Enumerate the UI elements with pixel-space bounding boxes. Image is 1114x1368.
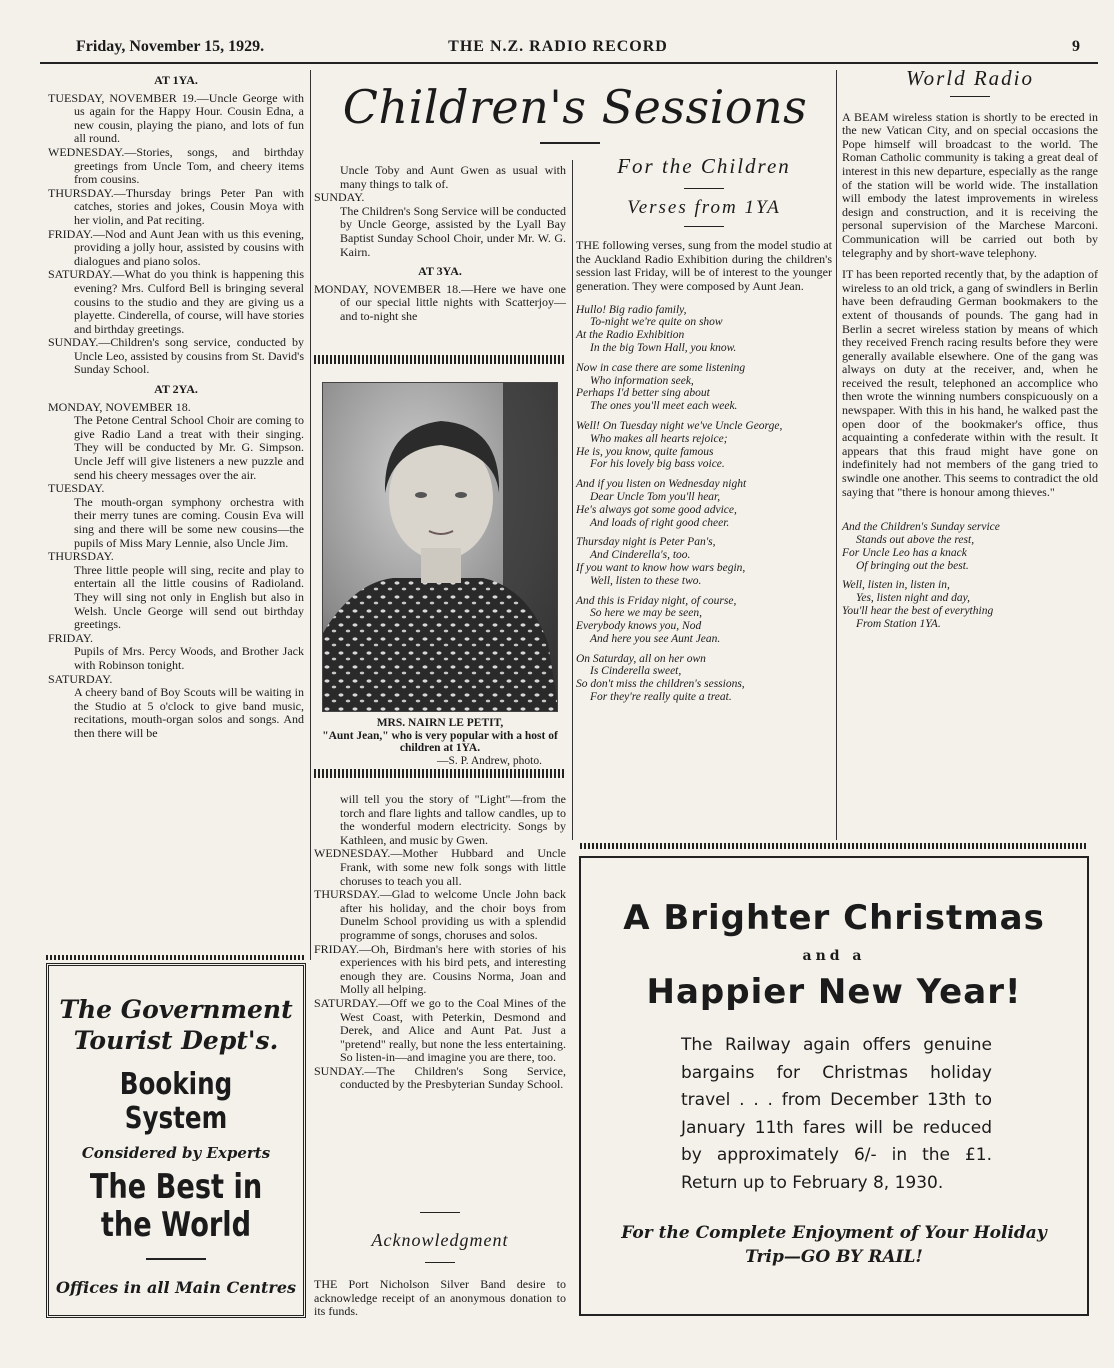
verse-line: For they're really quite a treat. <box>590 691 732 704</box>
masthead <box>36 38 1080 60</box>
verse-line: In the big Town Hall, you know. <box>590 341 737 354</box>
intro-paragraph: THE following verses, sung from the model studio at the Auckland Radio Exhibition during the children's session last Friday, will be of interest to the younger generation. They were composed by Aunt Jean. <box>576 238 832 293</box>
hatched-rule <box>46 955 306 960</box>
article-paragraph: SUNDAY.—The Children's Song Service, conducted by the Presbyterian Sunday School. <box>314 1063 566 1092</box>
verse-line: Stands out above the rest, <box>856 534 975 547</box>
acknowledgment-text: THE Port Nicholson Silver Band desire to acknowledge receipt of an anonymous donation to its funds. <box>314 1277 566 1319</box>
ad-rule <box>146 1258 206 1260</box>
article-paragraph: Uncle Toby and Aunt Gwen as usual with many things to talk of. <box>340 163 566 191</box>
verse-line: Hullo! Big radio family, <box>576 303 687 316</box>
hatched-rule <box>314 769 566 778</box>
article-paragraph: Three little people will sing, recite and play to entertain all the little cousins of Radioland. They will sing not only in English but also in Welsh. Uncle George will send out birthday greetings. <box>74 562 304 632</box>
article-paragraph: The Petone Central School Choir are coming to give Radio Land a treat with their singing. They will be conducted by Mr. G. Simpson. Uncle Jeff will give listeners a new puzzle and send his cheery messages over the air. <box>74 413 304 482</box>
verse-line: Perhaps I'd better sing about <box>576 387 710 400</box>
article-paragraph: WEDNESDAY.—Stories, songs, and birthday greetings from Uncle Tom, and cheery items from cousins. <box>48 144 304 187</box>
day-label: THURSDAY. <box>48 549 114 564</box>
article-paragraph: SATURDAY.—What do you think is happening this evening? Mrs. Culford Bell is bringing several cousins to the studio and they are giving us a playette. Cinderella, of course, will have stories and birthday greetings. <box>48 267 304 336</box>
verse-line: And if you listen on Wednesday night <box>576 478 747 491</box>
section-rule <box>425 1262 455 1263</box>
verse-line: Of bringing out the best. <box>856 559 969 572</box>
photo-credit: —S. P. Andrew, photo. <box>437 754 542 767</box>
caption-text: "Aunt Jean," who is very popular with a host of children at 1YA. <box>322 729 558 754</box>
portrait-photo <box>322 382 558 712</box>
ad-subheading: Booking System <box>119 1067 233 1136</box>
day-label: TUESDAY. <box>48 481 105 496</box>
article-paragraph: will tell you the story of "Light"—from the torch and flare lights and tallow candles, up to the wonderful modern electricity. Songs by Kathleen, and music by Gwen. <box>340 792 566 847</box>
verse <box>576 536 832 587</box>
day-label: SUNDAY. <box>314 190 365 205</box>
verse-line: And this is Friday night, of course, <box>576 594 737 607</box>
verse-line: Well, listen to these two. <box>590 574 702 587</box>
verse-line: He's always got some good advice, <box>576 503 737 516</box>
article-paragraph: FRIDAY.—Nod and Aunt Jean with us this evening, providing a jolly hour, assisted by cousins with dialogues and piano solos. <box>48 226 304 268</box>
verse <box>576 595 832 646</box>
verse-line: Well, listen in, listen in, <box>842 579 950 592</box>
verse-line: Who information seek, <box>590 374 694 387</box>
verse-line: At the Radio Exhibition <box>576 329 685 342</box>
verse-line: So don't miss the children's sessions, <box>576 678 745 691</box>
verse-line: Thursday night is Peter Pan's, <box>576 536 716 549</box>
verse <box>576 653 832 704</box>
hatched-rule <box>580 843 1088 849</box>
column-rule <box>572 160 573 840</box>
masthead-rule <box>40 62 1098 64</box>
column-3ya <box>314 164 566 324</box>
article-paragraph: SUNDAY.—Children's song service, conducted by Uncle Leo, assisted by cousins from St. David's Sunday School. <box>48 335 304 377</box>
verse <box>576 420 832 471</box>
acknowledgment-heading: Acknowledgment <box>371 1230 509 1250</box>
day-label: FRIDAY. <box>48 630 94 645</box>
article-paragraph: A BEAM wireless station is shortly to be erected in the new Vatican City, and on special occasions the Pope himself will broadcast to the world. The Roman Catholic community is taking a great deal of interest in this new departure, especially as the range of the station will be world wide. The installation will embody the latest improvements in wireless design and construction, and it is receiving the personal supervision of the Marchese Marconi. Communication will be carried out both by telegraphy and by short-wave telephony. <box>842 109 1098 260</box>
article-paragraph: MONDAY, NOVEMBER 18.—Here we have one of our special little nights with Scatterjoy—and to-night she <box>314 281 566 323</box>
verse-line: And Cinderella's, too. <box>590 549 691 562</box>
article-paragraph: TUESDAY, NOVEMBER 19.—Uncle George with us again for the Happy Hour. Cousin Edna, a new cousin, playing the piano, and lots of fun all round. <box>48 90 304 146</box>
verse-line: And loads of right good cheer. <box>590 516 730 529</box>
article-paragraph: THURSDAY.—Thursday brings Peter Pan with catches, stories and jokes, Cousin Moya with her violin, and Pat reciting. <box>48 185 304 227</box>
page-number: 9 <box>1072 38 1080 55</box>
article-paragraph: The mouth-organ symphony orchestra with their merry tunes are coming. Cousin Eva will sing and there will be some new cousins—the pupils of Miss Mary Lennie, also Uncle Jim. <box>74 494 304 550</box>
verse-line: Dear Uncle Tom you'll hear, <box>590 490 721 503</box>
verse-line: To-night we're quite on show <box>590 316 723 329</box>
verse-line: You'll hear the best of everything <box>842 605 994 617</box>
ad-heading: The Government Tourist Dept's. <box>59 995 293 1055</box>
railway-advertisement <box>579 856 1089 1316</box>
verse-line: Who makes all hearts rejoice; <box>590 432 728 445</box>
verse <box>576 478 832 529</box>
day-label: MONDAY, NOVEMBER 18. <box>48 399 191 414</box>
verse-line: Now in case there are some listening <box>576 361 746 374</box>
verse-line: From Station 1YA. <box>856 617 941 630</box>
verse <box>576 304 832 355</box>
verse <box>842 579 1098 630</box>
day-label: SATURDAY. <box>48 671 113 686</box>
ad-headline-2: Happier New Year! <box>646 972 1022 1012</box>
page-title: Children's Sessions <box>342 80 808 134</box>
column-rule <box>836 70 837 840</box>
verse <box>576 362 832 413</box>
ad-connector: and a <box>802 948 866 964</box>
column-verses <box>576 154 832 711</box>
ad-footer: For the Complete Enjoyment of Your Holiday Trip—GO BY RAIL! <box>621 1223 1047 1267</box>
hatched-rule <box>314 355 566 364</box>
verse-line: For his lovely big bass voice. <box>590 458 725 471</box>
photo-caption <box>318 717 562 767</box>
article-paragraph: The Children's Song Service will be conducted by Uncle George, assisted by the Lyall Bay Baptist Sunday School Choir, under Mr. W. G. Kairn. <box>340 203 566 259</box>
ad-headline: A Brighter Christmas <box>623 898 1045 938</box>
ad-body: The Railway again offers genuine bargains for Christmas holiday travel . . . from December 13th to January 11th fares will be reduced by approximately 6/- in the £1. Return up to February 8, 1930. <box>681 1035 992 1193</box>
article-paragraph: IT has been reported recently that, by the adaption of wireless to an old trick, a gang of swindlers in Berlin have been defrauding German bookmakers to the extent of thousands of pounds. The gang had in Berlin a secret wireless station by means of which they received French racing results before they were generally available elsewhere. One of the gang was always on duty at the receiver, and, when he received the result, telephoned an accomplice who then wrote the winning numbers conspicuously on a newspaper. With this in his hand, he walked past the open door of the bookmaker's office, thus acquainting a confederate within with the result. It appears that this fraud might have gone on indefinitely had not members of the gang tried to swindle one another. This seems to contradict the old saying that "there is honour among thieves." <box>842 267 1098 499</box>
verse <box>842 521 1098 572</box>
column-1ya-2ya <box>48 74 304 741</box>
section-rule <box>420 1212 460 1213</box>
article-paragraph: WEDNESDAY.—Mother Hubbard and Uncle Frank, with some new folk songs with little choruses to teach you all. <box>314 846 566 888</box>
verse-line: On Saturday, all on her own <box>576 652 706 665</box>
article-paragraph: SATURDAY.—Off we go to the Coal Mines of the West Coast, with Peterkin, Desmond and Derek, and Alice and Aunt Pat. Just a "pretend" really, but none the less entertaining. So listen-in—and imagine you are there, too. <box>314 995 566 1065</box>
ad-tagline: Considered by Experts <box>81 1144 271 1162</box>
section-rule <box>684 226 724 227</box>
article-paragraph: FRIDAY.—Oh, Birdman's here with stories of his experiences with his bird pets, and interesting enough they are. Cousins Norma, Joan and Molly all helping. <box>314 941 566 997</box>
verse-line: For Uncle Leo has a knack <box>842 546 967 559</box>
section-heading: World Radio <box>906 66 1034 90</box>
portrait-image <box>323 383 558 712</box>
article-paragraph: THURSDAY.—Glad to welcome Uncle John back after his holiday, and the choir boys from Dunelm School providing us with a splendid programme of songs, choruses and solos. <box>314 887 566 942</box>
verse-line: And the Children's Sunday service <box>842 521 1000 534</box>
section-heading: For the Children <box>617 154 791 178</box>
heading-1ya: AT 1YA. <box>154 73 198 87</box>
verse-line: Is Cinderella sweet, <box>590 665 682 678</box>
paper-title: THE N.Z. RADIO RECORD <box>448 38 668 55</box>
ad-claim: The Best in the World <box>89 1167 263 1245</box>
tourist-dept-advertisement <box>46 963 306 1318</box>
caption-name: MRS. NAIRN LE PETIT, <box>376 717 504 729</box>
issue-date: Friday, November 15, 1929. <box>76 38 265 55</box>
section-rule <box>950 96 990 97</box>
verse-line: And here you see Aunt Jean. <box>590 632 721 645</box>
column-rule <box>310 70 311 960</box>
heading-2ya: AT 2YA. <box>154 382 198 397</box>
ad-footer: Offices in all Main Centres <box>55 1278 297 1297</box>
article-paragraph: Pupils of Mrs. Percy Woods, and Brother Jack with Robinson tonight. <box>74 644 304 672</box>
column-world-radio <box>842 66 1098 638</box>
section-rule <box>684 188 724 189</box>
verse-line: If you want to know how wars begin, <box>576 561 746 574</box>
verse-line: Yes, listen night and day, <box>856 592 970 605</box>
section-subheading: Verses from 1YA <box>627 196 781 218</box>
article-paragraph: A cheery band of Boy Scouts will be waiting in the Studio at 5 o'clock to give band music, recitations, mouth-organ solos and songs. And then there will be <box>74 685 304 740</box>
verse-line: So here we may be seen, <box>590 607 702 620</box>
column-3ya-continued <box>314 793 566 1092</box>
verse-line: Well! On Tuesday night we've Uncle George, <box>576 419 783 432</box>
title-rule <box>540 142 600 144</box>
verse-line: Everybody knows you, Nod <box>576 620 702 633</box>
verse-line: The ones you'll meet each week. <box>590 400 738 413</box>
verse-line: He is, you know, quite famous <box>576 445 714 458</box>
heading-3ya: AT 3YA. <box>418 264 462 279</box>
